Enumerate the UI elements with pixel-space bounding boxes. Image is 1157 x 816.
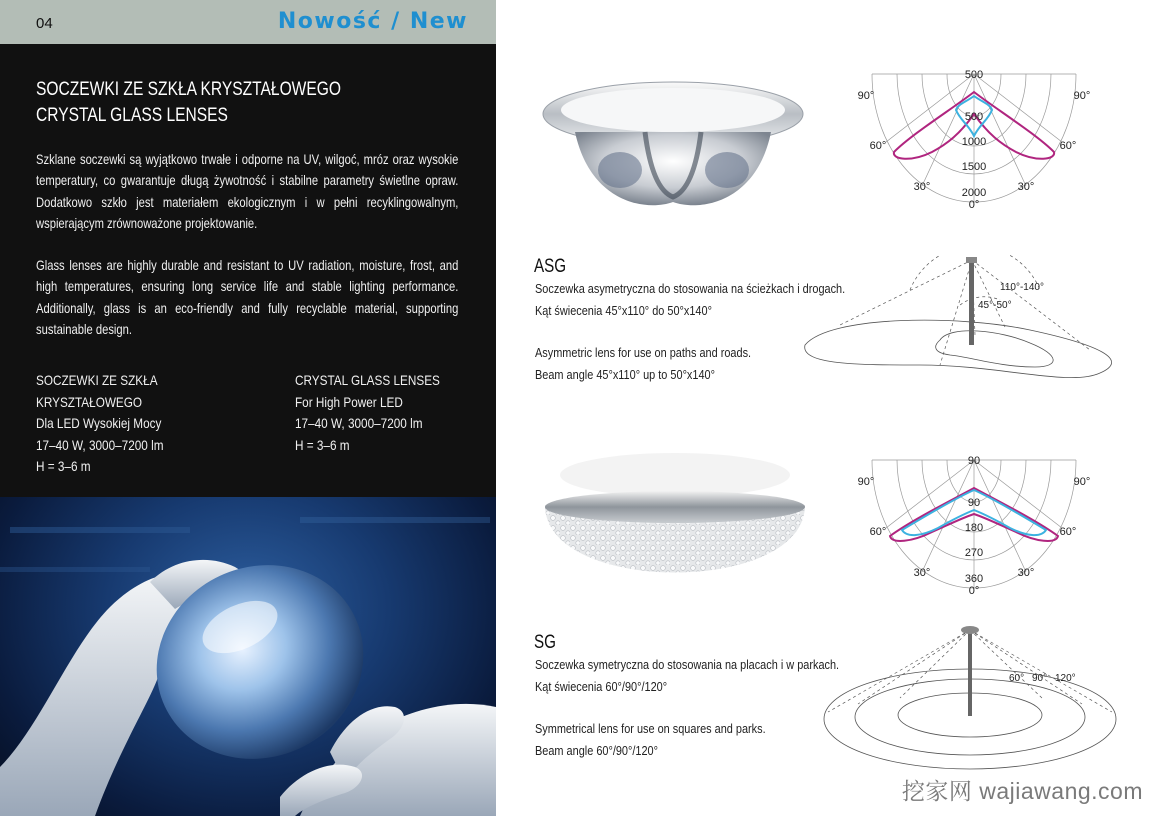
polar-radial-label: 360 [964,573,984,585]
page-title: Nowość / New [277,9,468,34]
polar-radial-label: 180 [964,522,984,534]
asg-polar-diagram [852,64,1094,216]
watermark: 挖家网 wajiawang.com [901,778,1143,804]
intro-paragraph-pl: Szklane soczewki są wyjątkowo trwałe i odporne na UV, wilgoć, mróz oraz wysokie temperatury, co gwarantuje długą żywotność i stabilne parametry świetlne opraw. Dodatkowo szkło jest materiałem ekologicznym i w pełni recyklingowalnym, wspierającym zrównoważone projektowanie. [36,152,459,231]
scene-label-120: 120° [1055,673,1076,684]
left-page [0,0,496,816]
spec-line: For High Power LED [295,393,403,410]
photo-illustration [0,497,496,816]
sg-title: SG [534,632,556,653]
polar-angle-label: 30° [913,567,931,579]
scene-label-inner: 45°-50° [978,300,1012,311]
sg-angle-pl: Kąt świecenia 60°/90°/120° [535,679,668,694]
polar-angle-label: 90° [857,476,875,488]
polar-angle-label: 60° [1059,140,1077,152]
sg-desc-en: Symmetrical lens for use on squares and parks. [535,721,766,736]
polar-angle-label: 0° [968,585,980,597]
sg-lens-image [540,445,810,605]
asg-angle-pl: Kąt świecenia 45°x110° do 50°x140° [535,303,712,318]
intro-heading [36,77,462,129]
asg-angle-en: Beam angle 45°x110° up to 50°x140° [535,367,715,382]
spec-line: H = 3–6 m [36,458,91,474]
asg-light-scene [800,255,1125,390]
polar-radial-label: 500 [964,111,984,123]
scene-label-90: 90° [1032,673,1048,684]
spec-block-pl [36,370,254,478]
scene-label-60: 60° [1009,673,1025,684]
hands-holding-lens-photo [0,497,496,816]
polar-angle-label: 0° [968,199,980,211]
sg-polar-diagram [852,450,1094,602]
asg-desc-en: Asymmetric lens for use on paths and roads. [535,345,752,360]
polar-radial-label: 2000 [961,187,987,199]
polar-angle-label: 90° [857,90,875,102]
polar-angle-label: 60° [869,526,887,538]
polar-angle-label: 30° [913,181,931,193]
spec-title: SOCZEWKI ZE SZKŁA KRYSZTAŁOWEGO [36,372,157,410]
page-number: 04 [36,15,53,32]
scene-label-outer: 110°-140° [1000,282,1044,293]
polar-radial-label: 90 [967,455,981,467]
polar-radial-label: 1500 [961,161,987,173]
header-band [0,0,496,44]
polar-angle-label: 30° [1017,181,1035,193]
sg-light-scene [820,622,1120,772]
spec-line: 17–40 W, 3000–7200 lm [295,415,423,431]
heading-pl: SOCZEWKI ZE SZKŁA KRYSZTAŁOWEGO [36,79,342,100]
asg-desc-pl: Soczewka asymetryczna do stosowania na ścieżkach i drogach. [535,281,846,296]
spec-line: H = 3–6 m [295,436,350,453]
asg-lens-image [535,52,813,212]
polar-angle-label: 30° [1017,567,1035,579]
polar-radial-label: 500 [964,69,984,81]
asg-title: ASG [534,256,567,277]
spec-line: 17–40 W, 3000–7200 lm [36,436,164,453]
polar-angle-label: 60° [1059,526,1077,538]
polar-radial-label: 90 [967,497,981,509]
sg-angle-en: Beam angle 60°/90°/120° [535,743,658,758]
polar-angle-label: 90° [1073,90,1091,102]
intro-paragraph-en: Glass lenses are highly durable and resistant to UV radiation, moisture, frost, and high temperatures, ensuring long service life and stable lighting performance. Additionally, glass is an eco-friendly and fully recyclable material, supporting sustainable design. [36,258,459,337]
polar-radial-label: 1000 [961,136,987,148]
sg-desc-pl: Soczewka symetryczna do stosowania na placach i w parkach. [535,657,840,672]
polar-radial-label: 270 [964,547,984,559]
polar-angle-label: 90° [1073,476,1091,488]
spec-block-en [295,370,513,456]
spec-line: Dla LED Wysokiej Mocy [36,415,162,431]
spec-title: CRYSTAL GLASS LENSES [295,372,440,388]
heading-en: CRYSTAL GLASS LENSES [36,105,228,126]
polar-angle-label: 60° [869,140,887,152]
